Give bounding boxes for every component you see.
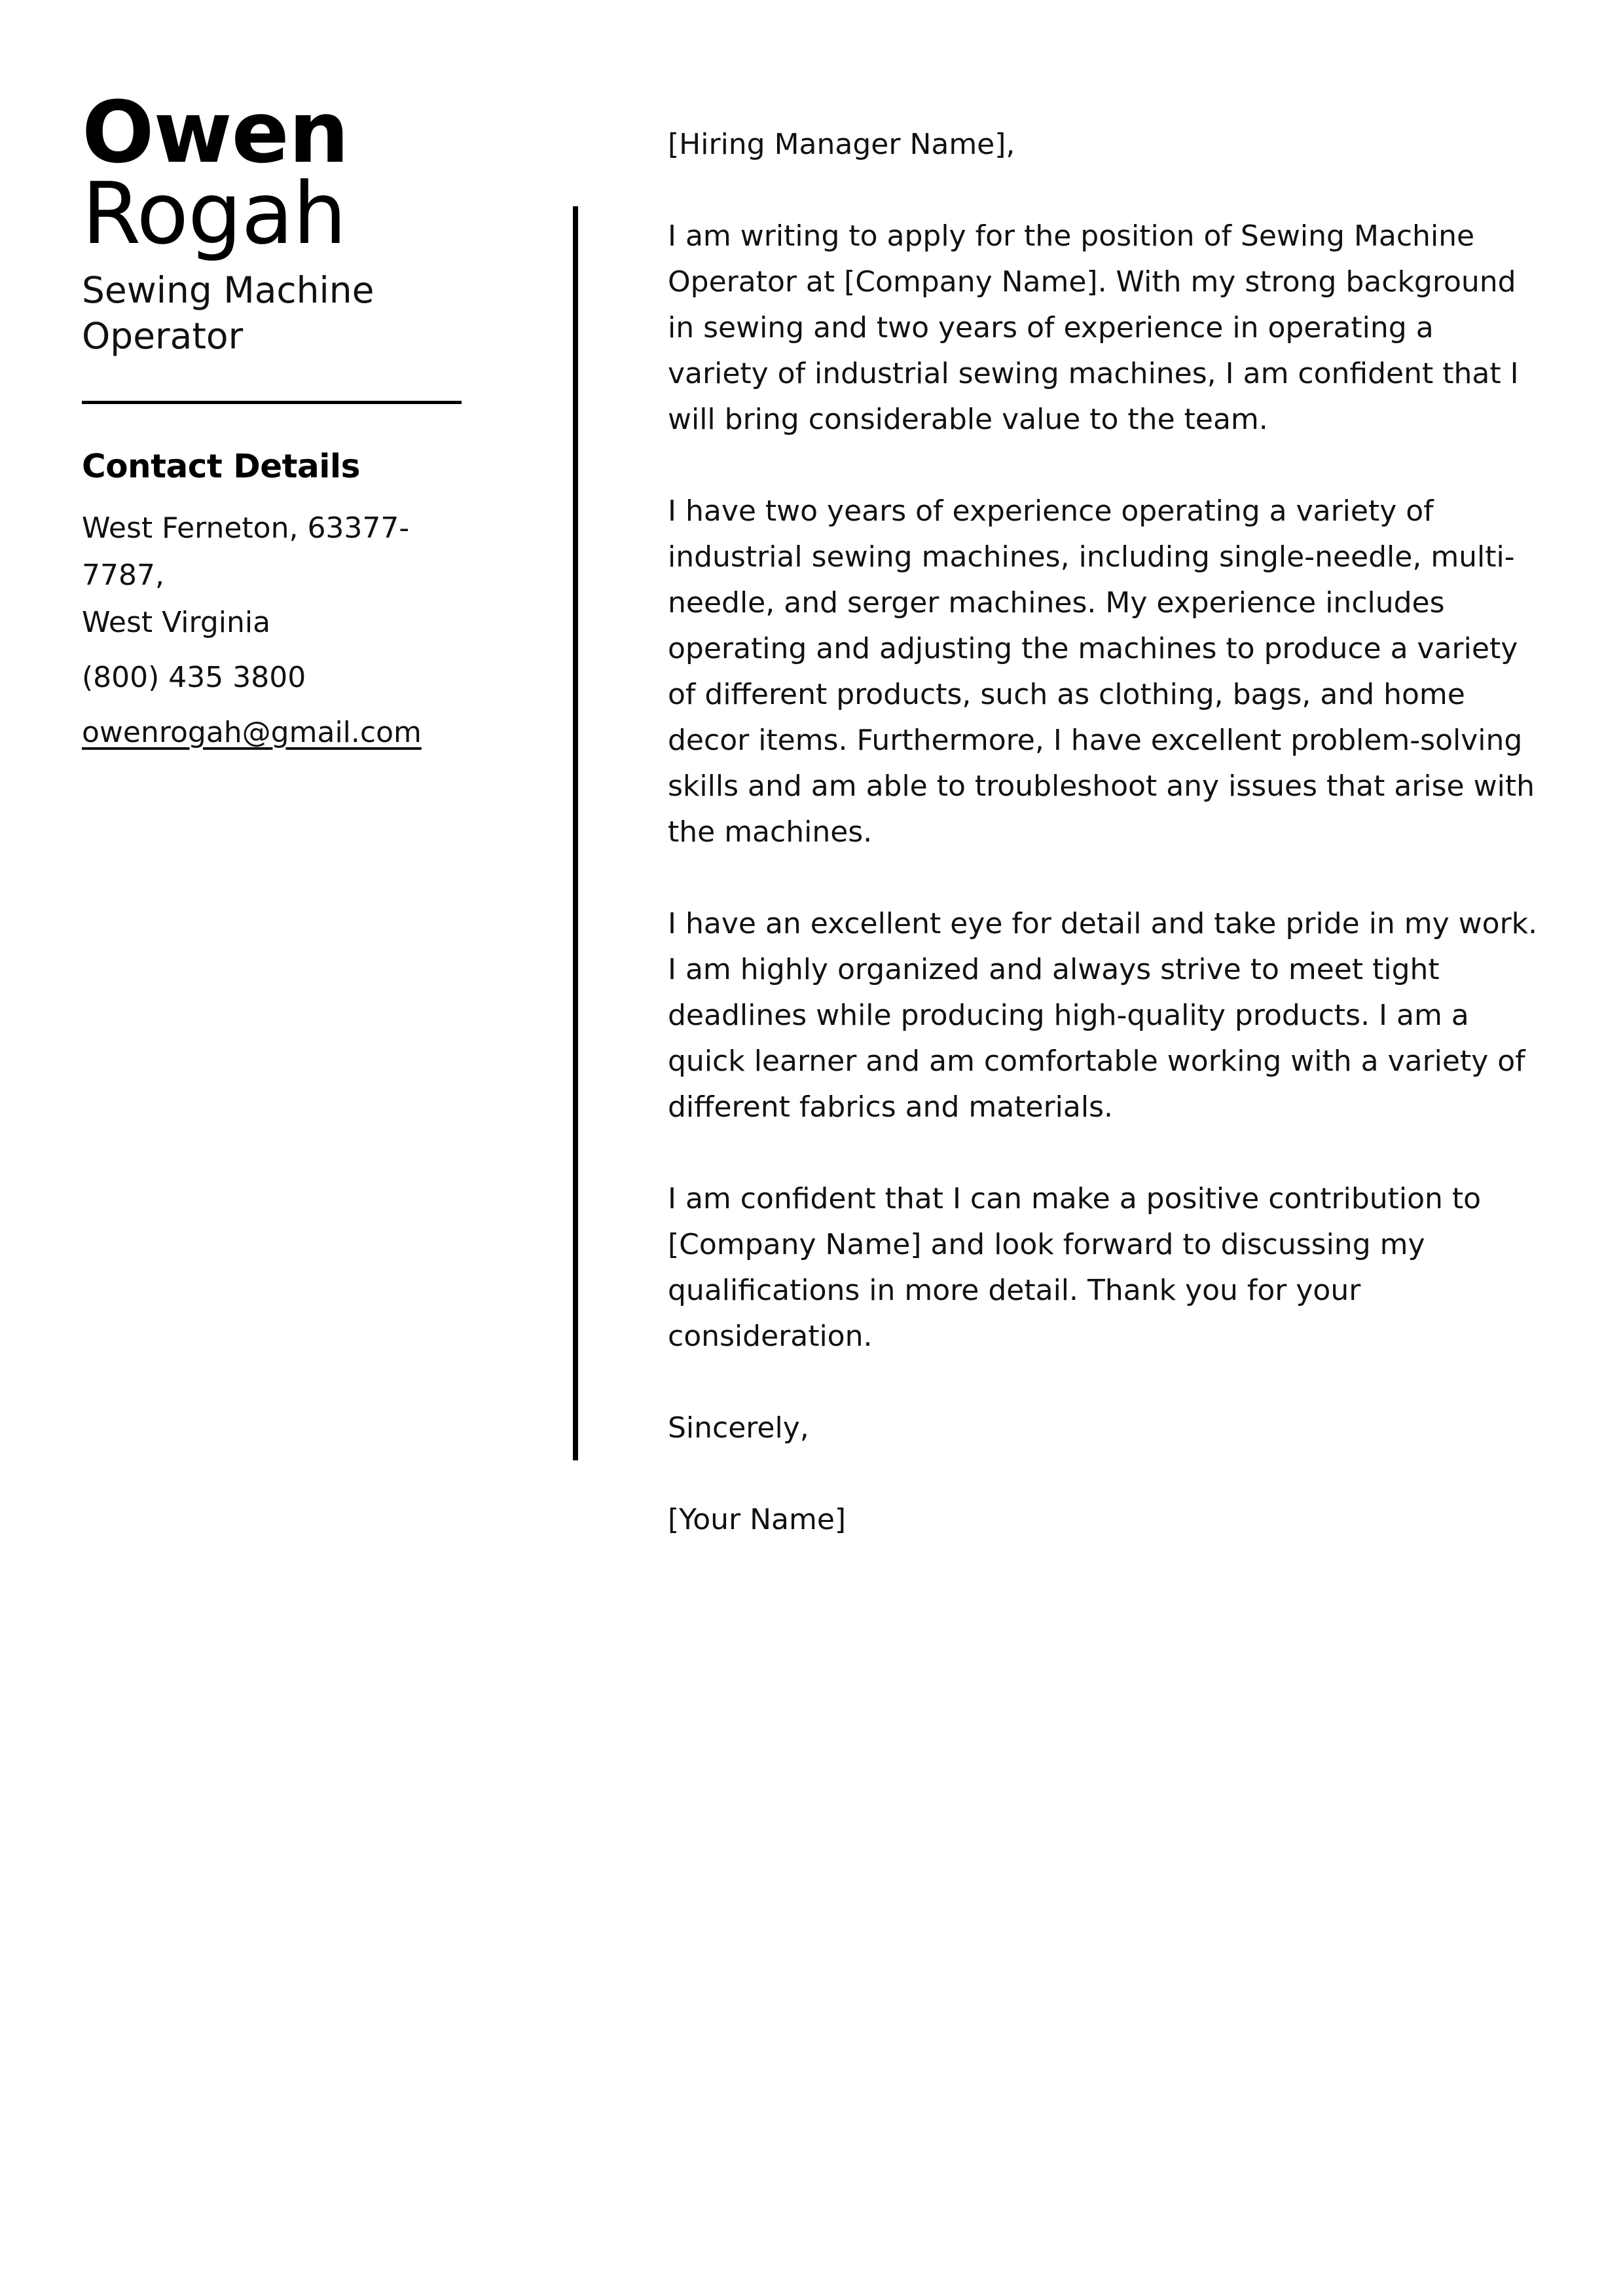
job-title: Sewing Machine Operator bbox=[82, 269, 374, 357]
contact-address: West Ferneton, 63377-7787, West Virginia bbox=[82, 511, 410, 639]
applicant-name bbox=[82, 83, 488, 263]
contact-email-link[interactable]: owenrogah@gmail.com bbox=[82, 716, 422, 749]
letter-paragraph-4: I am confident that I can make a positive contribution to [Company Name] and look forward to discussing my qualifications in more detail. Thank you for your consideration. bbox=[668, 1182, 1482, 1353]
column-divider bbox=[573, 206, 578, 1460]
sidebar-divider bbox=[82, 401, 462, 404]
contact-heading: Contact Details bbox=[82, 447, 360, 485]
closing: Sincerely, bbox=[668, 1411, 809, 1445]
salutation: [Hiring Manager Name], bbox=[668, 128, 1015, 161]
last-name: Rogah bbox=[82, 164, 346, 263]
sidebar bbox=[82, 83, 488, 756]
letter-paragraph-2: I have two years of experience operating a variety of industrial sewing machines, including single-needle, multi-needle, and serger machines. My experience includes operating and adjusting the machines to produce a variety of different products, such as clothing, bags, and home decor items. Furthermore, I have excellent problem-solving skills and am able to troubleshoot any issues that arise with the machines. bbox=[668, 494, 1535, 849]
contact-phone: (800) 435 3800 bbox=[82, 661, 306, 694]
letter-paragraph-3: I have an excellent eye for detail and take pride in my work. I am highly organized and always strive to meet tight deadlines while producing high-quality products. I am a quick learner and am comfortable working with a variety of different fabrics and materials. bbox=[668, 907, 1538, 1124]
signature: [Your Name] bbox=[668, 1503, 847, 1536]
first-name: Owen bbox=[82, 83, 349, 182]
letter-body bbox=[668, 122, 1539, 1589]
letter-paragraph-1: I am writing to apply for the position of Sewing Machine Operator at [Company Name]. With my strong background in sewing and two years of experience in operating a variety of industrial sewing machines, I am confident that I will bring considerable value to the team. bbox=[668, 219, 1519, 436]
